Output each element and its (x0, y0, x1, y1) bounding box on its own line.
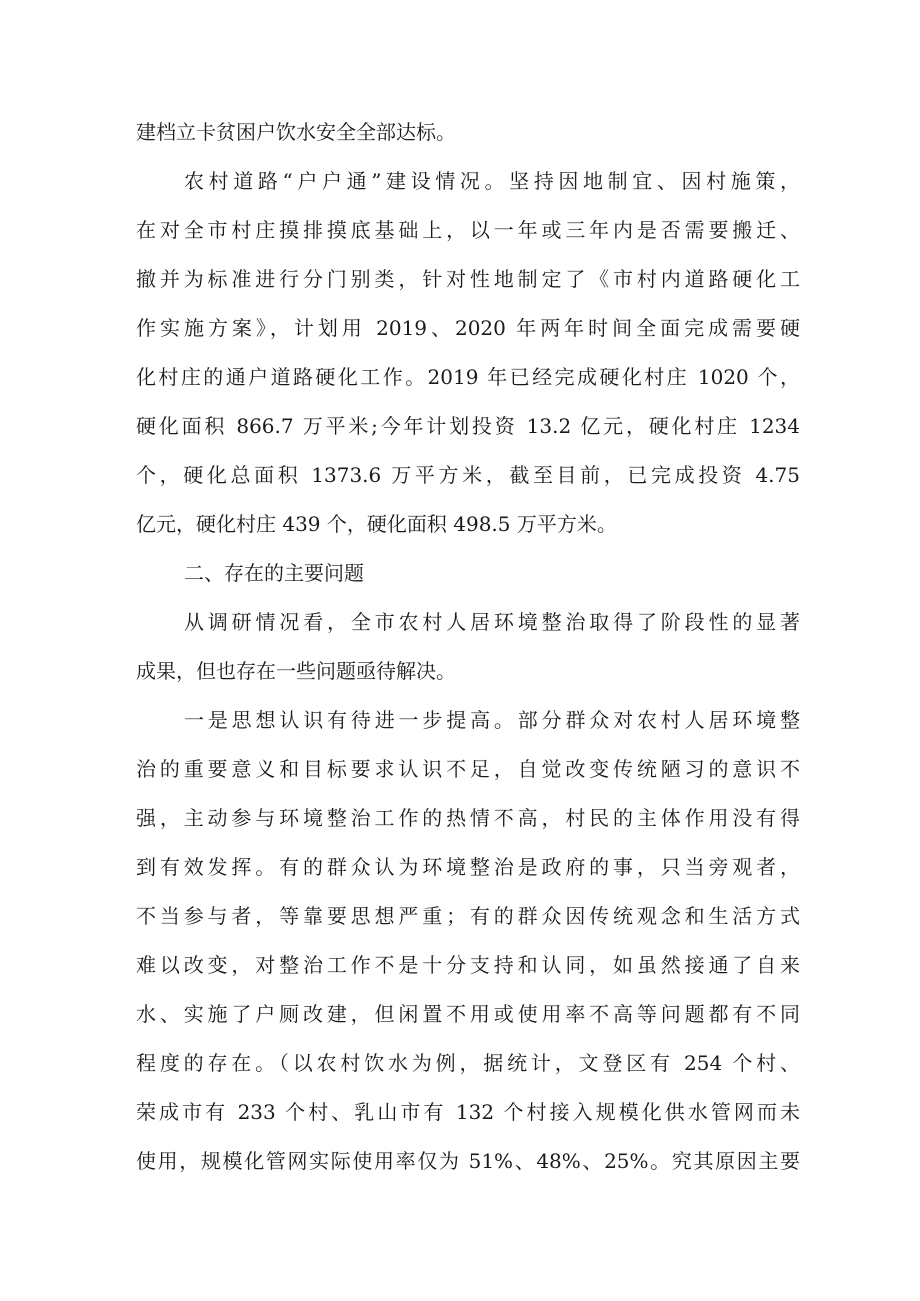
text-line: 亿元，硬化村庄 439 个，硬化面积 498.5 万平方米。 (136, 512, 617, 536)
text-line: 农村道路“户户通”建设情况。坚持因地制宜、因村施策， (184, 169, 800, 193)
text-line: 从调研情况看，全市农村人居环境整治取得了阶段性的显著 (184, 610, 800, 634)
text-line: 一是思想认识有待进一步提高。部分群众对农村人居环境整 (184, 708, 800, 732)
text-line: 在对全市村庄摸排摸底基础上，以一年或三年内是否需要搬迁、 (136, 218, 800, 242)
text-line: 荣成市有 233 个村、乳山市有 132 个村接入规模化供水管网而未 (136, 1100, 800, 1124)
text-line: 不当参与者，等靠要思想严重；有的群众因传统观念和生活方式 (136, 904, 800, 928)
text-line: 撤并为标准进行分门别类，针对性地制定了《市村内道路硬化工 (136, 267, 800, 291)
text-line: 强，主动参与环境整治工作的热情不高，村民的主体作用没有得 (136, 806, 800, 830)
text-line: 程度的存在。（以农村饮水为例，据统计，文登区有 254 个村、 (136, 1051, 800, 1075)
text-line: 个，硬化总面积 1373.6 万平方米，截至目前，已完成投资 4.75 (136, 463, 800, 487)
text-line: 使用，规模化管网实际使用率仅为 51%、48%、25%。究其原因主要 (136, 1149, 800, 1173)
text-line: 水、实施了户厕改建，但闲置不用或使用率不高等问题都有不同 (136, 1002, 800, 1026)
text-line: 难以改变，对整治工作不是十分支持和认同，如虽然接通了自来 (136, 953, 800, 977)
text-line: 治的重要意义和目标要求认识不足，自觉改变传统陋习的意识不 (136, 757, 800, 781)
text-line: 硬化面积 866.7 万平米;今年计划投资 13.2 亿元，硬化村庄 1234 (136, 414, 800, 438)
text-line: 作实施方案》，计划用 2019、2020 年两年时间全面完成需要硬 (136, 316, 800, 340)
text-line: 到有效发挥。有的群众认为环境整治是政府的事，只当旁观者， (136, 855, 800, 879)
section-heading: 二、存在的主要问题 (184, 561, 364, 585)
text-line: 化村庄的通户道路硬化工作。2019 年已经完成硬化村庄 1020 个， (136, 365, 800, 389)
text-line: 建档立卡贫困户饮水安全全部达标。 (136, 120, 456, 144)
document-body (136, 108, 800, 1186)
text-line: 成果，但也存在一些问题亟待解决。 (136, 659, 456, 683)
